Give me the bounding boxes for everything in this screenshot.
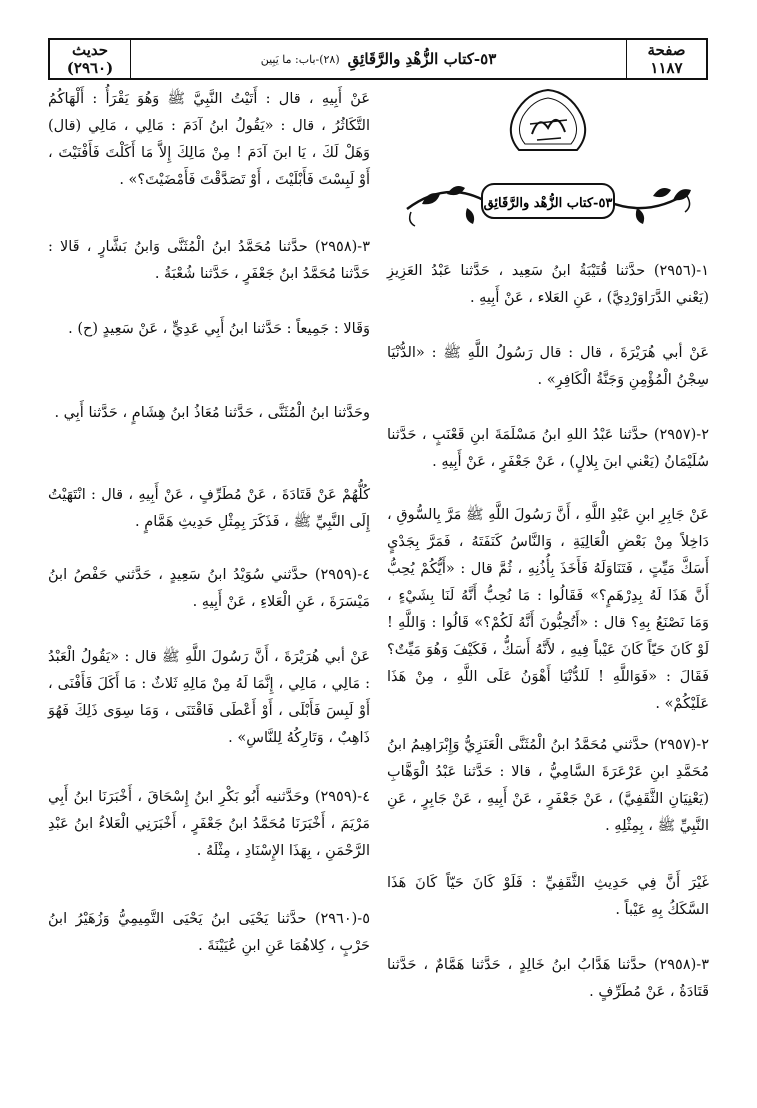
hadith-paragraph: غَيْرَ أَنَّ فِي حَدِيثِ الثَّقَفِيِّ : فَلَوْ كَانَ حَيّاً كَانَ هَذَا السَّكَكُ بِهِ عَيْباً . — [387, 875, 709, 918]
book-heading-ornament — [387, 84, 709, 244]
running-title — [130, 40, 626, 78]
hadith-label: حديث — [71, 41, 109, 59]
hadith-paragraph: ٥-(٢٩٦٠) حدَّثنا يَحْيَى ابنُ يَحْيَى التَّمِيمِيُّ وَزُهَيْرُ ابنُ حَرْبٍ ، كِلاهُمَا عَنِ ابنِ عُيَيْنَةَ . — [48, 911, 370, 954]
hadith-paragraph: عَنْ أبي هُرَيْرَةَ ، قال : قال رَسُولُ اللَّهِ ﷺ : «الدُّنْيَا سِجْنُ الْمُؤْمِنِ وَجَنَّةُ الْكَافِرِ» . — [387, 345, 709, 388]
hadith-number-box — [50, 40, 130, 78]
hadith-paragraph: ٣-(٢٩٥٨) حدَّثنا مُحَمَّدُ ابنُ الْمُثَنَّى وَابنُ بَشَّارٍ ، قَالا : حَدَّثنا مُحَمَّدُ ابنُ جَعْفَرٍ ، حَدَّثنا شُعْبَةُ . — [48, 239, 370, 282]
hadith-paragraph: كُلُّهُمْ عَنْ قَتَادَةَ ، عَنْ مُطَرِّفٍ ، عَنْ أَبِيهِ ، قال : انْتَهَيْتُ إِلَى النَّبِيِّ ﷺ ، فَذَكَرَ بِمِثْلِ حَدِيثِ هَمَّامٍ . — [48, 487, 370, 530]
hadith-paragraph: عَنْ أبي هُرَيْرَةَ ، أَنَّ رَسُولَ اللَّهِ ﷺ قال : «يَقُولُ الْعَبْدُ : مَالِي ، مَالِي ، إِنَّمَا لَهُ مِنْ مَالِهِ ثَلاثٌ : مَا أَكَلَ فَأَفْنَى ، أَوْ لَبِسَ فَأَبْلَى ، أَوْ أَعْطَى فَاقْتَنَى ، وَمَا سِوَى ذَلِكَ فَهُوَ ذَاهِبٌ ، وَتَارِكُهُ لِلنَّاسِ» . — [48, 649, 370, 746]
hadith-paragraph: ٢-(٢٩٥٧) حدَّثنا عَبْدُ اللهِ ابنُ مَسْلَمَةَ ابنِ قَعْنَبٍ ، حَدَّثنا سُلَيْمَانُ (يَعْني ابنَ بِلالٍ) ، عَنْ جَعْفَرٍ ، عَنْ أَبِيهِ . — [387, 427, 709, 470]
hadith-paragraph: عَنْ جَابِرِ ابنِ عَبْدِ اللَّهِ ، أَنَّ رَسُولَ اللَّهِ ﷺ مَرَّ بِالسُّوقِ ، دَاخِلاً مِنْ بَعْضِ الْعَالِيَةِ ، وَالنَّاسُ كَنَفَتَهُ ، فَمَرَّ بِجَدْيٍ أَسَكَّ مَيِّتٍ ، فَتَنَاوَلَهُ فَأَخَذَ بِأُذُنِهِ ، ثُمَّ قال : «أَيُّكُمْ يُحِبُّ أَنَّ هَذَا لَهُ بِدِرْهَمٍ؟» فَقَالُوا : مَا نُحِبُّ أَنَّهُ لَنَا بِشَيْءٍ ، وَمَا نَصْنَعُ بِهِ؟ قال : «أَتُحِبُّونَ أَنَّهُ لَكُمْ؟» قَالُوا : وَاللَّهِ ! لَوْ كَانَ حَيّاً كَانَ عَيْباً فِيهِ ، لأَنَّهُ أَسَكُّ ، فَكَيْفَ وَهُوَ مَيِّتٌ؟ فَقَالَ : «فَوَاللَّهِ ! لَلدُّنْيَا أَهْوَنُ عَلَى اللَّهِ ، مِنْ هَذَا عَلَيْكُمْ» . — [387, 507, 709, 712]
hadith-paragraph: وحَدَّثنا ابنُ الْمُثَنَّى ، حَدَّثنا مُعَاذُ ابنُ هِشَامٍ ، حَدَّثنا أَبِي . — [54, 405, 370, 421]
page-header — [48, 38, 708, 80]
hadith-paragraph: ٤-(٢٩٥٩) وحَدَّثنيه أَبُو بَكْرِ ابنُ إِسْحَاقَ ، أَخْبَرَنَا ابنُ أَبِي مَرْيَمَ ، أَخْبَرَنَا مُحَمَّدُ ابنُ جَعْفَرٍ ، أَخْبَرَنِي الْعَلاءُ ابنُ عَبْدِ الرَّحْمَنِ ، بِهَذَا الإِسْنَادِ ، مِثْلَهُ . — [48, 789, 370, 859]
page-label: صفحة — [647, 41, 686, 59]
book-label: ٥٣-كتاب الزُّهْد والرَّقَائِق — [483, 196, 613, 211]
hadith-paragraph: عَنْ أَبِيهِ ، قال : أَتَيْتُ النَّبِيَّ ﷺ وَهُوَ يَقْرَأُ : أَلْهَاكُمُ التَّكَاثُرُ ، قال : «يَقُولُ ابنُ آدَمَ : مَالِي ، مَالِي (قال) وَهَلْ لَكَ ، يَا ابنَ آدَمَ ! مِنْ مَالِكَ إِلاَّ مَا أَكَلْتَ فَأَفْنَيْتَ ، أَوْ لَبِسْتَ فَأَبْلَيْتَ ، أَوْ تَصَدَّقْتَ فَأَمْضَيْتَ؟» . — [48, 91, 370, 188]
left-column — [48, 84, 370, 1084]
hadith-paragraph: ١-(٢٩٥٦) حدَّثنا قُتَيْبَةُ ابنُ سَعِيد ، حَدَّثنا عَبْدُ العَزِيزِ (يَعْني الدَّرَاوَرْدِيَّ) ، عَنِ العَلاء ، عَنْ أَبِيهِ . — [387, 263, 709, 306]
book-title: ٥٣-كتاب الزُّهْدِ والرَّقَائِقِ — [347, 50, 497, 68]
chapter-title: (٢٨)-باب: ما يَبِين — [260, 52, 340, 66]
hadith-number: (٢٩٦٠) — [66, 59, 114, 77]
hadith-paragraph: ٤-(٢٩٥٩) حدَّثني سُوَيْدُ ابنُ سَعِيدٍ ، حَدَّثني حَفْصُ ابنُ مَيْسَرَةَ ، عَنِ الْعَلاءِ ، عَنْ أَبِيهِ . — [48, 567, 370, 610]
hadith-paragraph: وَقَالا : جَمِيعاً : حَدَّثنا ابنُ أَبِي عَدِيٍّ ، عَنْ سَعِيدٍ (ح) . — [68, 321, 370, 337]
hadith-paragraph: ٢-(٢٩٥٧) حدَّثني مُحَمَّدُ ابنُ الْمُثَنَّى الْعَنَزِيُّ وَإِبْرَاهِيمُ ابنُ مُحَمَّدِ ابنِ عَرْعَرَةَ السَّامِيُّ ، قالا : حَدَّثنا عَبْدُ الْوَهَّابِ (يَعْنِيَانِ الثَّقَفِيَّ) ، عَنْ جَعْفَرٍ ، عَنْ أَبِيهِ ، عَنْ جَابِرٍ ، عَنِ النَّبِيِّ ﷺ ، بِمِثْلِهِ . — [387, 737, 709, 834]
page-number: ١١٨٧ — [650, 59, 683, 77]
hadith-paragraph: ٣-(٢٩٥٨) حدَّثنا هَدَّابُ ابنُ خَالِدٍ ، حَدَّثنا هَمَّامٌ ، حَدَّثنا قَتَادَةُ ، عَنْ مُطَرِّفٍ . — [387, 957, 709, 1000]
page-number-box — [626, 40, 706, 78]
right-column — [387, 84, 709, 1084]
basmala-seal-icon — [511, 90, 585, 150]
